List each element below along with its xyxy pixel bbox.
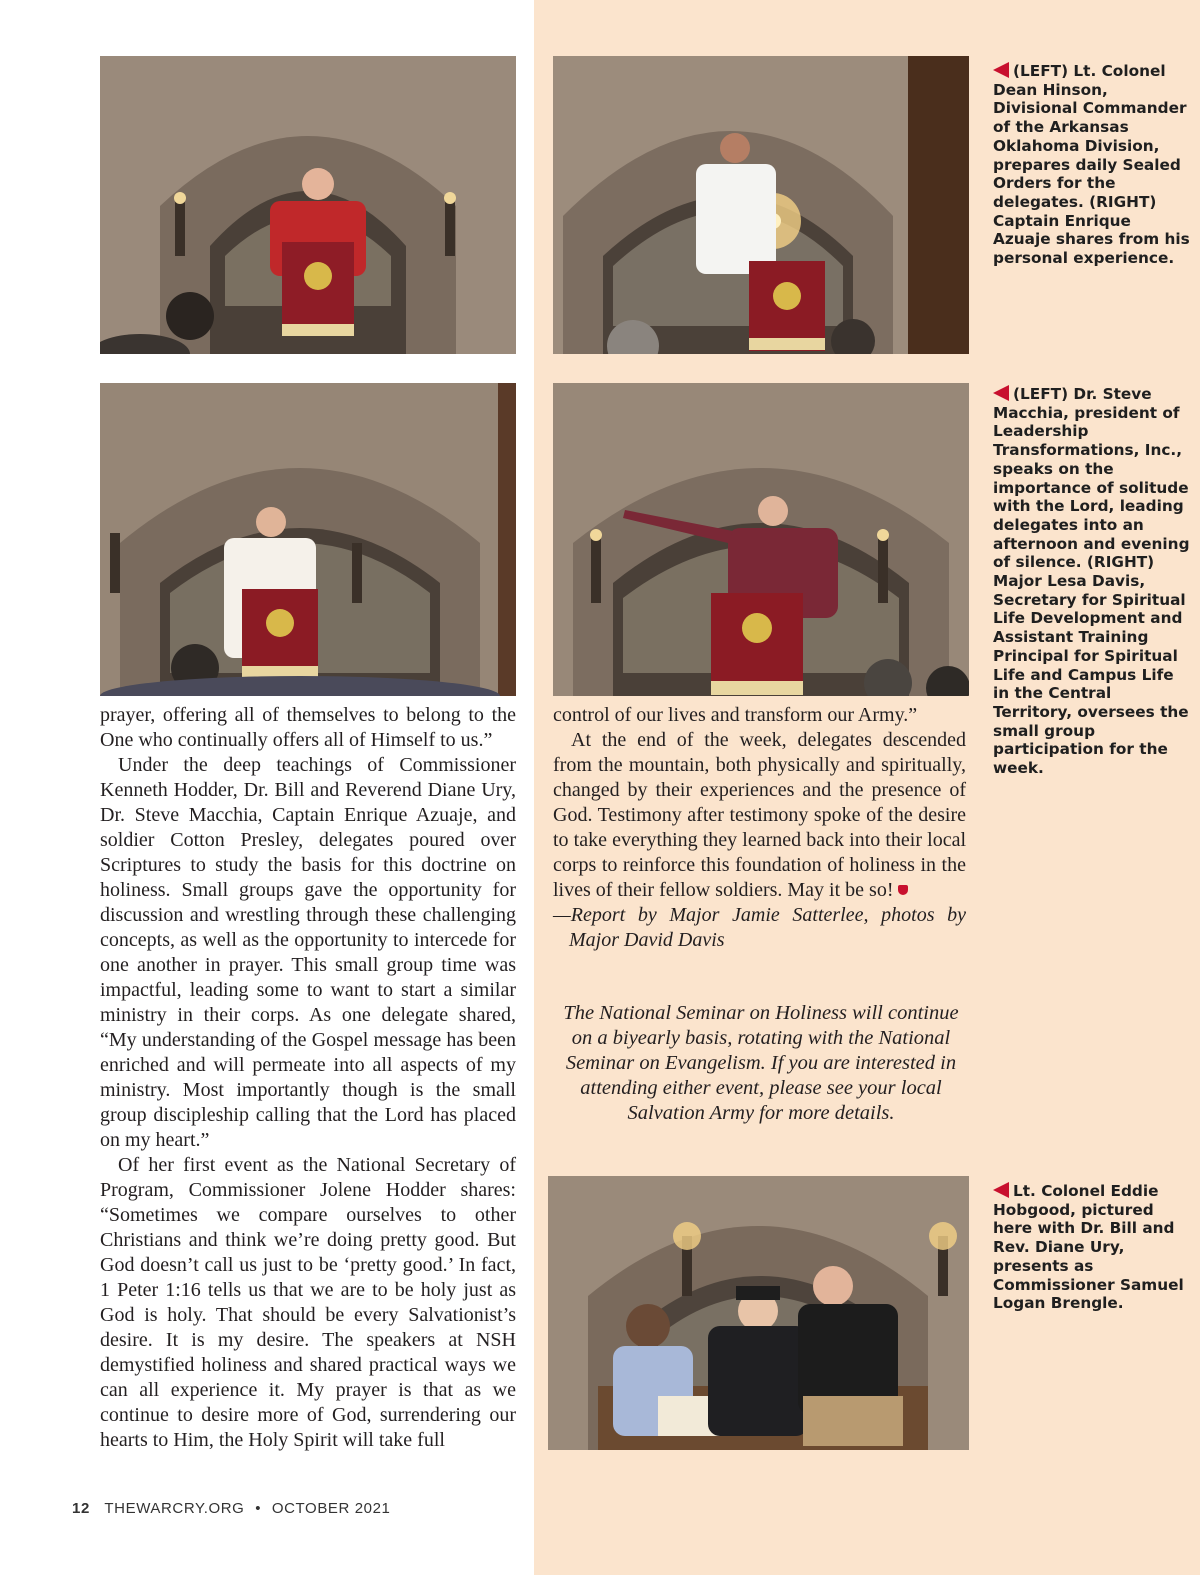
page-number: 12 bbox=[72, 1500, 90, 1517]
photo-azuaje-podium bbox=[553, 56, 969, 354]
caption-third bbox=[993, 1182, 1193, 1313]
article-right-column bbox=[553, 703, 966, 953]
caption-second-text: (LEFT) Dr. Steve Macchia, president of Leadership Transformations, Inc., speaks on the importance of solitude with the Lord, leading delegates into an afternoon and evening of silence. (RIGHT) Major Lesa Davis, Secretary for Spiritual Life Development and Assistant Training Principal for Spiritual Life and Campus Life in the Central Territory, oversees the small group participation for the week. bbox=[993, 385, 1190, 778]
caption-arrow-icon bbox=[993, 62, 1009, 78]
page-footer bbox=[72, 1500, 391, 1517]
caption-second bbox=[993, 385, 1193, 778]
article-paragraph bbox=[553, 728, 966, 903]
article-paragraph: control of our lives and transform our Army.” bbox=[553, 704, 918, 726]
photo-macchia-podium bbox=[100, 383, 516, 696]
footer-site: THEWARCRY.ORG bbox=[104, 1500, 245, 1517]
caption-arrow-icon bbox=[993, 1182, 1009, 1198]
article-byline: —Report by Major Jamie Satterlee, photos by Major David Davis bbox=[553, 904, 966, 951]
article-paragraph: prayer, offering all of themselves to belong to the One who continually offers all of Himself to us.” bbox=[100, 704, 516, 751]
footer-issue: OCTOBER 2021 bbox=[271, 1500, 391, 1517]
article-left-column bbox=[100, 703, 516, 1453]
caption-third-text: Lt. Colonel Eddie Hobgood, pictured here with Dr. Bill and Rev. Diane Ury, presents as Commissioner Samuel Logan Brengle. bbox=[993, 1182, 1184, 1313]
caption-arrow-icon bbox=[993, 385, 1009, 401]
footer-separator: • bbox=[255, 1500, 262, 1517]
article-closing-text: At the end of the week, delegates descended from the mountain, both physically and spiritually, changed by their experiences and the presence of God. Testimony after testimony spoke of the desire to take everything they learned back into their local corps to reinforce this foundation of holiness in the lives of their fellow soldiers. May it be so! bbox=[553, 729, 966, 901]
photo-hinson-podium bbox=[100, 56, 516, 354]
article-paragraph: Under the deep teachings of Commissioner Kenneth Hodder, Dr. Bill and Reverend Diane Ury, Dr. Steve Macchia, Captain Enrique Azuaje, and soldier Cotton Presley, delegates poured over Scriptures to study the basis for this doctrine on holiness. Small groups gave the opportunity for discussion and wrestling through these challenging concepts, as well as the opportunity to intercede for one another in prayer. This small group time was impactful, leading some to want to start a similar ministry in their corps. As one delegate shared, “My understanding of the Gospel message has been enriched and will permeate into all aspects of my ministry. Most importantly though is the small group discipleship calling that the Lord has placed on my heart.” bbox=[100, 754, 516, 1151]
article-paragraph: Of her first event as the National Secretary of Program, Commissioner Jolene Hodder shares: “Sometimes we compare ourselves to other Christians and think we’re doing pretty good. But God doesn’t call us just to be ‘pretty good.’ In fact, 1 Peter 1:16 tells us that we are to be holy just as God is holy. That should be every Salvationist’s desire. It is my desire. The speakers at NSH demystified holiness and shared practical ways we can all experience it. My prayer is that as we continue to desire more of God, surrendering our hearts to Him, the Holy Spirit will take full bbox=[100, 1154, 516, 1451]
photo-hobgood-ury bbox=[548, 1176, 969, 1450]
caption-first-text: (LEFT) Lt. Colonel Dean Hinson, Divisional Commander of the Arkansas Oklahoma Division, prepares daily Sealed Orders for the delegates. (RIGHT) Captain Enrique Azuaje shares from his personal experience. bbox=[993, 62, 1190, 268]
photo-davis-podium bbox=[553, 383, 969, 696]
caption-first bbox=[993, 62, 1193, 268]
callout-note: The National Seminar on Holiness will continue on a biyearly basis, rotating with the National Seminar on Evangelism. If you are interested in attending either event, please see your local Salvation Army for more details. bbox=[563, 1002, 959, 1124]
shield-end-icon bbox=[898, 885, 908, 895]
